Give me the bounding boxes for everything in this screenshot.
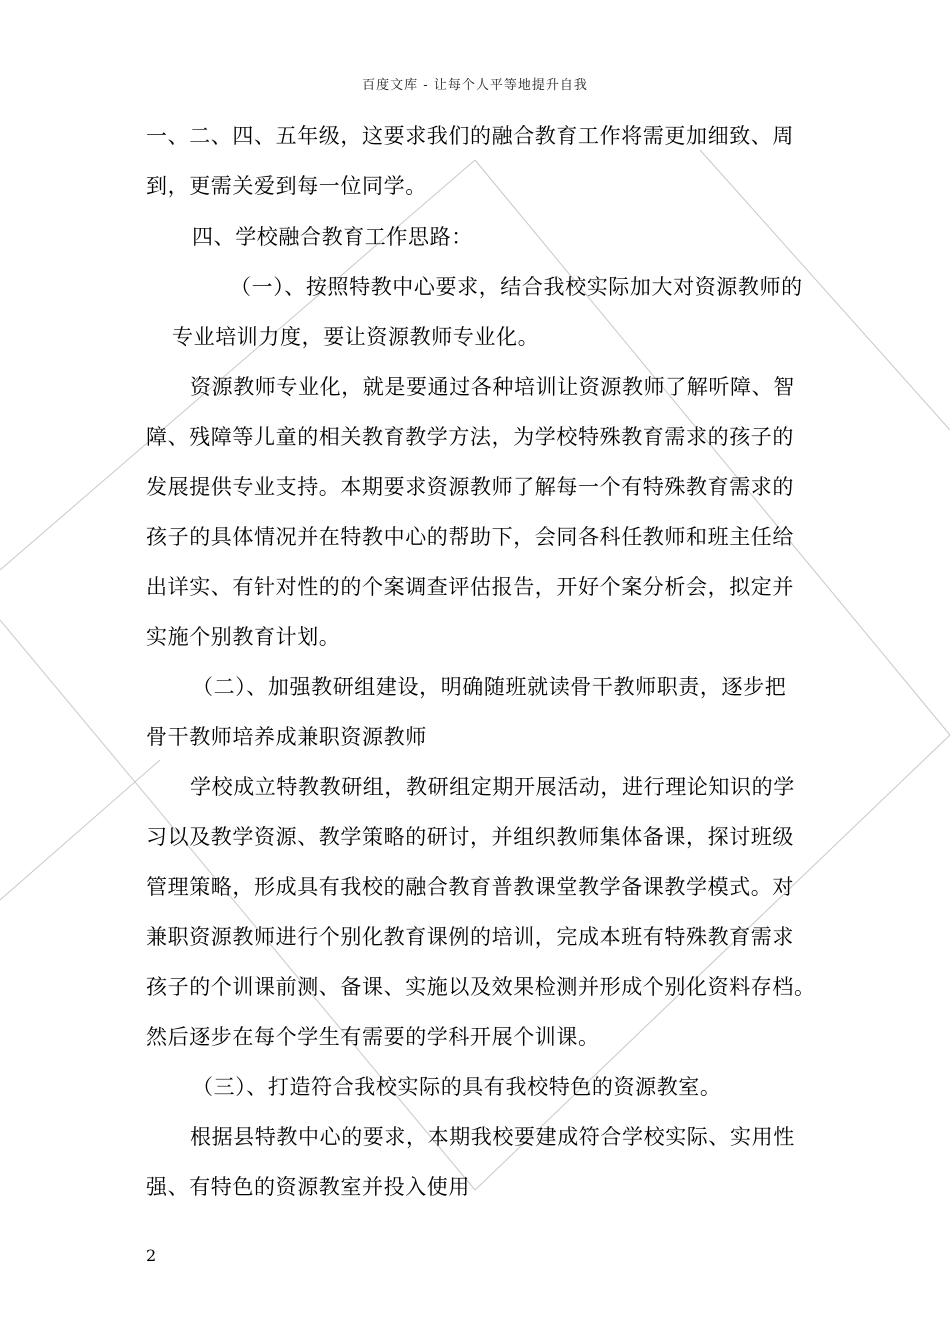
- section-heading: 四、学校融合教育工作思路：: [192, 225, 473, 249]
- paragraph-line: 然后逐步在每个学生有需要的学科开展个训课。: [146, 1025, 600, 1049]
- subsection-heading: （一）、按照特教中心要求，结合我校实际加大对资源教师的: [230, 275, 803, 299]
- paragraph-line: 一、二、四、五年级，这要求我们的融合教育工作将需更加细致、周: [146, 124, 794, 148]
- paragraph-line: 资源教师专业化，就是要通过各种培训让资源教师了解听障、智: [190, 375, 795, 399]
- paragraph-line: 管理策略，形成具有我校的融合教育普教课堂教学备课教学模式。对: [146, 875, 794, 899]
- subsection-heading: （三）、打造符合我校实际的具有我校特色的资源教室。: [192, 1075, 722, 1099]
- paragraph-line: 到，更需关爱到每一位同学。: [146, 174, 427, 198]
- paragraph-line: 兼职资源教师进行个别化教育课例的培训，完成本班有特殊教育需求: [146, 925, 794, 949]
- page-number: 2: [146, 1246, 157, 1265]
- subsection-heading: 骨干教师培养成兼职资源教师: [146, 725, 427, 749]
- paragraph-line: 习以及教学资源、教学策略的研讨，并组织教师集体备课，探讨班级: [146, 825, 794, 849]
- paragraph-line: 实施个别教育计划。: [146, 625, 341, 649]
- subsection-heading: （二）、加强教研组建设，明确随班就读骨干教师职责，逐步把: [192, 675, 787, 699]
- paragraph-line: 发展提供专业支持。本期要求资源教师了解每一个有特殊教育需求的: [146, 475, 794, 499]
- paragraph-line: 孩子的具体情况并在特教中心的帮助下，会同各科任教师和班主任给: [146, 525, 794, 549]
- paragraph-line: 障、残障等儿童的相关教育教学方法，为学校特殊教育需求的孩子的: [146, 425, 794, 449]
- paragraph-line: 强、有特色的资源教室并投入使用: [146, 1175, 470, 1199]
- paragraph-line: 出详实、有针对性的的个案调查评估报告，开好个案分析会，拟定并: [146, 575, 794, 599]
- paragraph-line: 学校成立特教教研组，教研组定期开展活动，进行理论知识的学: [190, 775, 795, 799]
- subsection-heading: 专业培训力度，要让资源教师专业化。: [172, 325, 540, 349]
- paragraph-line: 根据县特教中心的要求，本期我校要建成符合学校实际、实用性: [190, 1125, 795, 1149]
- page-header: 百度文库 - 让每个人平等地提升自我: [362, 78, 588, 93]
- paragraph-line: 孩子的个训课前测、备课、实施以及效果检测并形成个别化资料存档。: [146, 975, 816, 999]
